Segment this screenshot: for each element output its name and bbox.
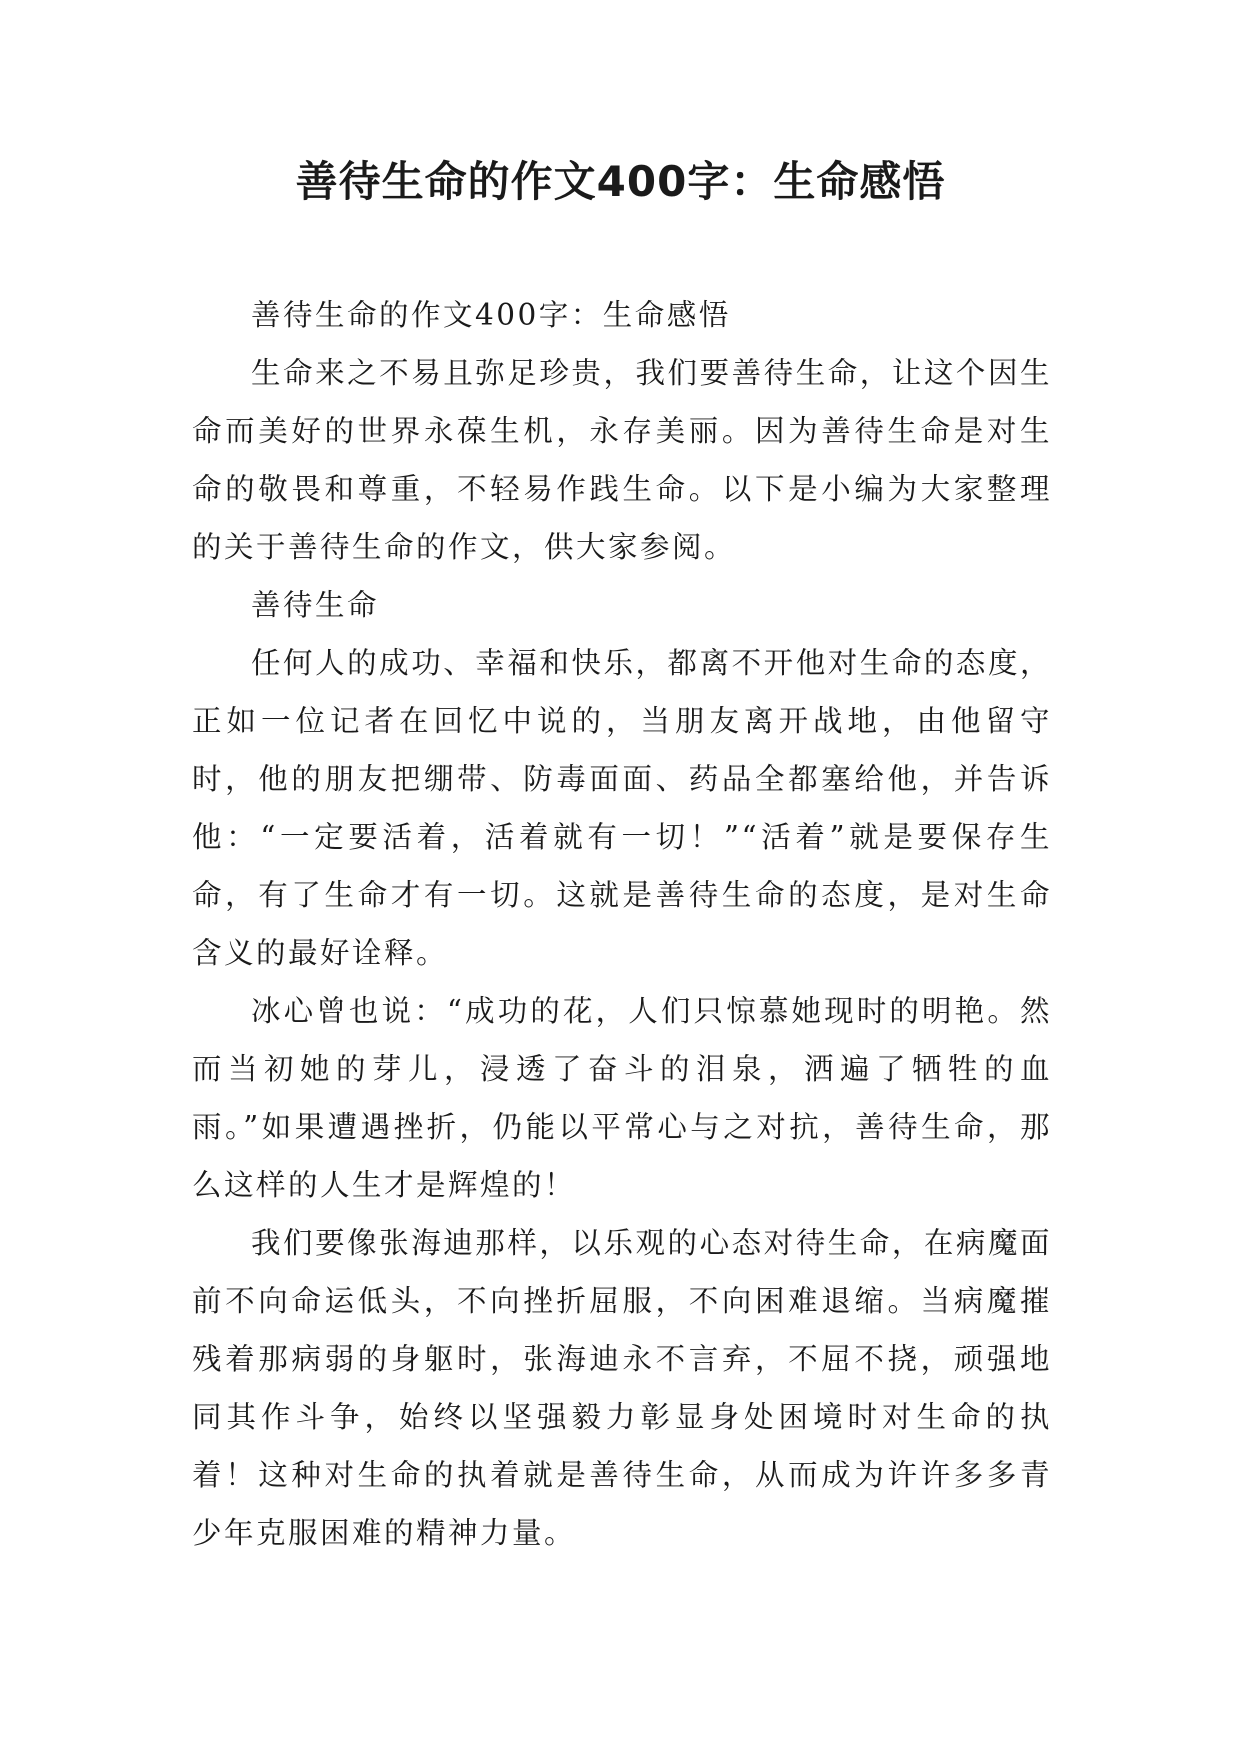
intro-paragraph: 生命来之不易且弥足珍贵，我们要善待生命，让这个因生命而美好的世界永葆生机，永存美丽。因为善待生命是对生命的敬畏和尊重，不轻易作践生命。以下是小编为大家整理的关于善待生命的作文，供大家参阅。 <box>192 356 1052 564</box>
document-title: 善待生命的作文400字：生命感悟 <box>295 157 946 206</box>
subtitle-paragraph: 善待生命的作文400字：生命感悟 <box>251 298 731 332</box>
section-heading: 善待生命 <box>251 588 380 622</box>
body-paragraph: 我们要像张海迪那样，以乐观的心态对待生命，在病魔面前不向命运低头，不向挫折屈服，不向困难退缩。当病魔摧残着那病弱的身躯时，张海迪永不言弃，不屈不挠，顽强地同其作斗争，始终以坚强毅力彰显身处困境时对生命的执着！这种对生命的执着就是善待生命，从而成为许许多多青少年克服困难的精神力量。 <box>192 1226 1052 1550</box>
body-paragraph: 任何人的成功、幸福和快乐，都离不开他对生命的态度，正如一位记者在回忆中说的，当朋友离开战地，由他留守时，他的朋友把绷带、防毒面面、药品全都塞给他，并告诉他：“一定要活着，活着就有一切！”“活着”就是要保存生命，有了生命才有一切。这就是善待生命的态度，是对生命含义的最好诠释。 <box>192 646 1052 970</box>
body-paragraph: 冰心曾也说：“成功的花，人们只惊慕她现时的明艳。然而当初她的芽儿，浸透了奋斗的泪泉，洒遍了牺牲的血雨。”如果遭遇挫折，仍能以平常心与之对抗，善待生命，那么这样的人生才是辉煌的！ <box>192 994 1052 1202</box>
document-body <box>192 286 1052 1562</box>
